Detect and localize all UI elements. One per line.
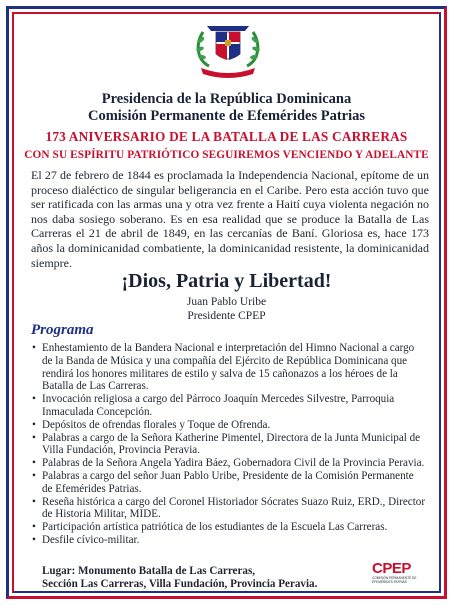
cpep-logo bbox=[372, 560, 428, 594]
program-list bbox=[32, 342, 426, 547]
anniversary-title: 173 ANIVERSARIO DE LA BATALLA DE LAS CARRERAS bbox=[45, 129, 408, 144]
signature-name: Juan Pablo Uribe bbox=[186, 296, 267, 308]
header-line-2: Comisión Permanente de Efemérides Patrias bbox=[87, 108, 366, 124]
list-item: • Participación artística patriótica de los estudiantes de la Escuela Las Carreras. bbox=[32, 521, 426, 534]
list-item: • Invocación religiosa a cargo del Párroco Joaquín Mercedes Silvestre, Parroquia Inmaculada Concepción. bbox=[32, 393, 426, 419]
coat-of-arms-icon bbox=[189, 20, 267, 82]
list-item: • Palabras de la Señora Angela Yadira Báez, Gobernadora Civil de la Provincia Peravia. bbox=[32, 457, 426, 470]
header-line-1: Presidencia de la República Dominicana bbox=[101, 91, 352, 107]
list-item: • Palabras a cargo de la Señora Katherine Pimentel, Directora de la Junta Municipal de Villa Fundación, Provincia Peravia. bbox=[32, 432, 426, 458]
location bbox=[42, 565, 362, 590]
program-title: Programa bbox=[31, 322, 94, 338]
logo-text: CPEP bbox=[372, 560, 411, 577]
location-line-1: Lugar: Monumento Batalla de Las Carreras, bbox=[42, 565, 256, 577]
logo-caption: COMISIÓN PERMANENTE DE EFEMÉRIDES PATRIAS bbox=[372, 576, 417, 584]
list-item: • Enhestamiento de la Bandera Nacional e interpretación del Himno Nacional a cargo de la Banda de Música y una compañía del Ejército de República Dominicana que rendirá los honores militares de estilo y salva de 15 cañonazos a los héroes de la Batalla de Las Carreras. bbox=[32, 342, 426, 393]
list-item: • Depósitos de ofrendas florales y Toque de Ofrenda. bbox=[32, 419, 426, 432]
motto: ¡Dios, Patria y Libertad! bbox=[121, 270, 332, 292]
list-item: • Desfile cívico-militar. bbox=[32, 534, 426, 547]
signature-role: Presidente CPEP bbox=[187, 310, 266, 322]
anniversary-subtitle: CON SU ESPÍRITU PATRIÓTICO SEGUIREMOS VENCIENDO Y ADELANTE bbox=[24, 149, 429, 161]
location-line-2: Sección Las Carreras, Villa Fundación, Provincia Peravia. bbox=[42, 577, 318, 590]
list-item: • Palabras a cargo del señor Juan Pablo Uribe, Presidente de la Comisión Permanente de Efemérides Patrias. bbox=[32, 470, 426, 496]
list-item: • Reseña histórica a cargo del Coronel Historiador Sócrates Suazo Ruiz, ERD., Director de Historia Militar, MIDE. bbox=[32, 496, 426, 522]
intro-paragraph: El 27 de febrero de 1844 es proclamada la Independencia Nacional, epítome de un proceso dialéctico de singular beligerancia en el Caribe. Pero esta acción tuvo que ser ratificada con las armas una y otra vez frente a Haití cuya violenta negación no nos daba sosiego soberano. Es en esa realidad que se produce la Batalla de Las Carreras el 21 de abril de 1849, en las cercanías de Baní. Gloriosa es, hace 173 años la dominicanidad combatiente, la dominicanidad resistente, la dominicanidad siempre. bbox=[31, 168, 429, 270]
